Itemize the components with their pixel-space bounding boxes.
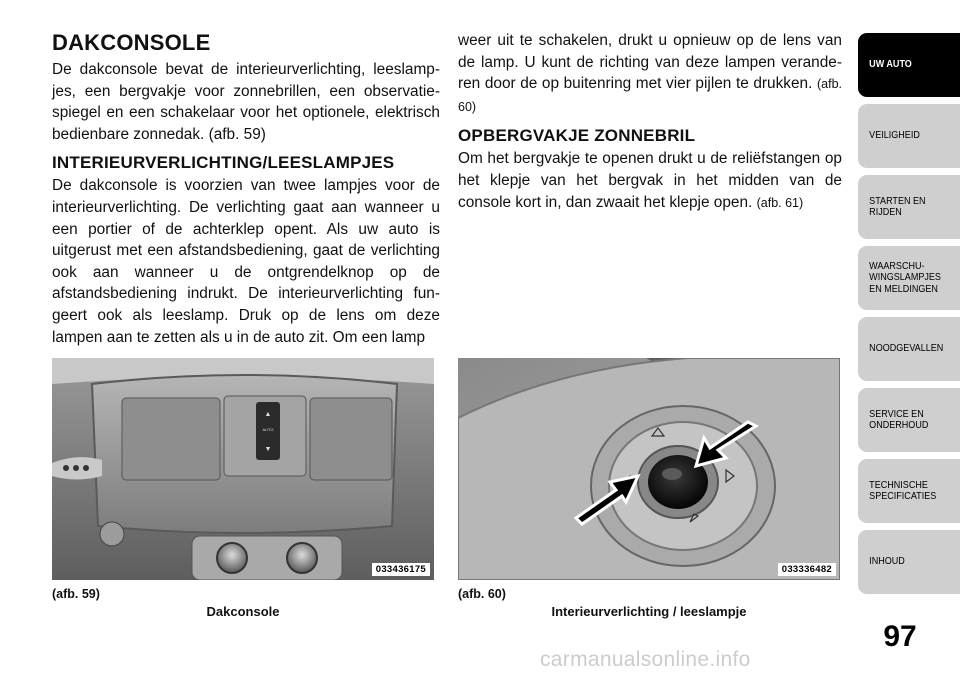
intro-paragraph: De dakconsole bevat de interieurverlichting, leeslampjes, een bergvakje voor zonnebrillen, een observatiespiegel en een schakelaar voor het optionele, elektrisch bedienbare zonnedak. (afb. 59) (52, 61, 440, 143)
figure-label-60: (afb. 60) (458, 587, 506, 601)
switch-auto-label: AUTO (262, 427, 274, 432)
figure-code-60: 033336482 (778, 563, 836, 576)
tab-noodgevallen[interactable] (858, 317, 960, 381)
continued-paragraph (458, 30, 842, 118)
figure-caption-60: Interieurverlichting / leeslampje (551, 604, 747, 619)
overhead-console-illustration (52, 358, 434, 580)
figure-caption-59: Dakconsole (206, 604, 280, 619)
tab-waarschuwingslampjes[interactable] (858, 246, 960, 310)
tab-label: INHOUD (869, 555, 905, 568)
figure-dakconsole-photo (52, 358, 434, 580)
figure-ref-61: (afb. 61) (756, 195, 804, 210)
tab-label: STARTEN EN RIJDEN (869, 194, 926, 218)
tab-veiligheid[interactable] (858, 104, 960, 168)
tab-label: TECHNISCHE SPECIFICATIES (869, 478, 937, 502)
page-number: 97 (883, 620, 917, 653)
left-column (52, 30, 440, 348)
tab-uw-auto[interactable] (858, 33, 960, 97)
body-paragraph-sunglasses (458, 148, 842, 214)
figure-ref-60: (afb. 60) (458, 77, 843, 114)
figure-label-59: (afb. 59) (52, 587, 100, 601)
right-column (458, 30, 842, 214)
tab-technische-specificaties[interactable] (858, 459, 960, 523)
figure-leeslampje-photo (458, 358, 840, 580)
tab-label: VEILIGHEID (869, 129, 920, 142)
tab-label: SERVICE EN ONDERHOUD (869, 407, 929, 431)
tab-service-en-onderhoud[interactable] (858, 388, 960, 452)
svg-text:▼: ▼ (264, 446, 272, 453)
tab-label: WAARSCHU- WINGSLAMPJES EN MELDINGEN (869, 259, 941, 295)
tab-inhoud[interactable] (858, 530, 960, 594)
svg-text:▲: ▲ (264, 411, 272, 418)
continued-text: weer uit te schakelen, drukt u opnieuw op de lens van de lamp. U kunt de richting van deze lampen veranderen door de op buitenring met vier pijlen te drukken. (458, 32, 842, 93)
body-paragraph-lighting: De dakconsole is voorzien van twee lampjes voor de interieurverlichting. De verlichting gaat aan wanneer u een portier of de achterklep opent. Als uw auto is uitgerust met een afstandsbediening, gaat de verlichting ook aan wanneer u de ontgrendelknop op de afstandsbediening indrukt. De interieurverlichting fungeert ook als leeslamp. Druk op de lens om deze lampen aan te zetten als u in de auto zit. Om een lamp (52, 177, 440, 346)
subheading-opbergvakje: OPBERGVAKJE ZONNEBRIL (458, 126, 696, 146)
figure-code-59: 033436175 (372, 563, 430, 576)
subheading-interieurverlichting: INTERIEURVERLICHTING/LEESLAMPJES (52, 153, 395, 173)
tab-starten-en-rijden[interactable] (858, 175, 960, 239)
section-heading-dakconsole: DAKCONSOLE (52, 30, 211, 55)
watermark-text: carmanualsonline.info (540, 648, 751, 671)
reading-lamp-illustration (458, 358, 840, 580)
tab-label: NOODGEVALLEN (869, 342, 944, 355)
section-tab-sidebar (858, 33, 960, 601)
tab-label: UW AUTO (869, 58, 912, 71)
sunglasses-text: Om het bergvakje te openen drukt u de reliëfstangen op het klepje van het bergvak in het midden van de console kort in, dan zwaait het klepje open. (458, 150, 842, 211)
